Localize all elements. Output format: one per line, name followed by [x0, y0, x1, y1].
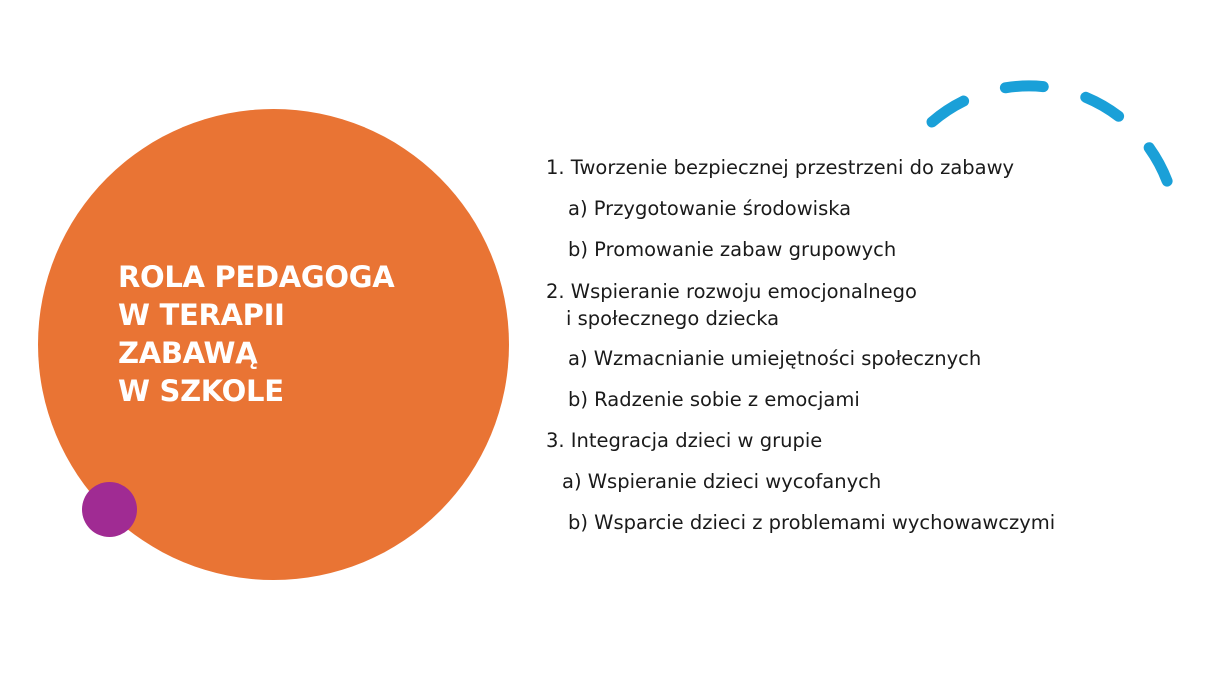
outline-subitem-2a: a) Wzmacnianie umiejętności społecznych — [568, 347, 982, 370]
outline-item-1: 1. Tworzenie bezpiecznej przestrzeni do zabawy — [546, 156, 1015, 179]
outline-item-2-continued: i społecznego dziecka — [566, 307, 780, 330]
outline-subitem-3a: a) Wspieranie dzieci wycofanych — [562, 470, 882, 493]
title-line-3: ZABAWĄ — [118, 336, 258, 370]
outline-subitem-1b: b) Promowanie zabaw grupowych — [568, 238, 897, 261]
title-line-2: W TERAPII — [118, 298, 285, 332]
outline-subitem-3b: b) Wsparcie dzieci z problemami wychowawczymi — [568, 511, 1056, 534]
outline-item-3: 3. Integracja dzieci w grupie — [546, 429, 823, 452]
outline-subitem-1a: a) Przygotowanie środowiska — [568, 197, 852, 220]
title-line-1: ROLA PEDAGOGA — [118, 260, 395, 294]
outline-subitem-2b: b) Radzenie sobie z emocjami — [568, 388, 860, 411]
title-line-4: W SZKOLE — [118, 374, 284, 408]
outline-item-2: 2. Wspieranie rozwoju emocjonalnego — [546, 280, 917, 303]
